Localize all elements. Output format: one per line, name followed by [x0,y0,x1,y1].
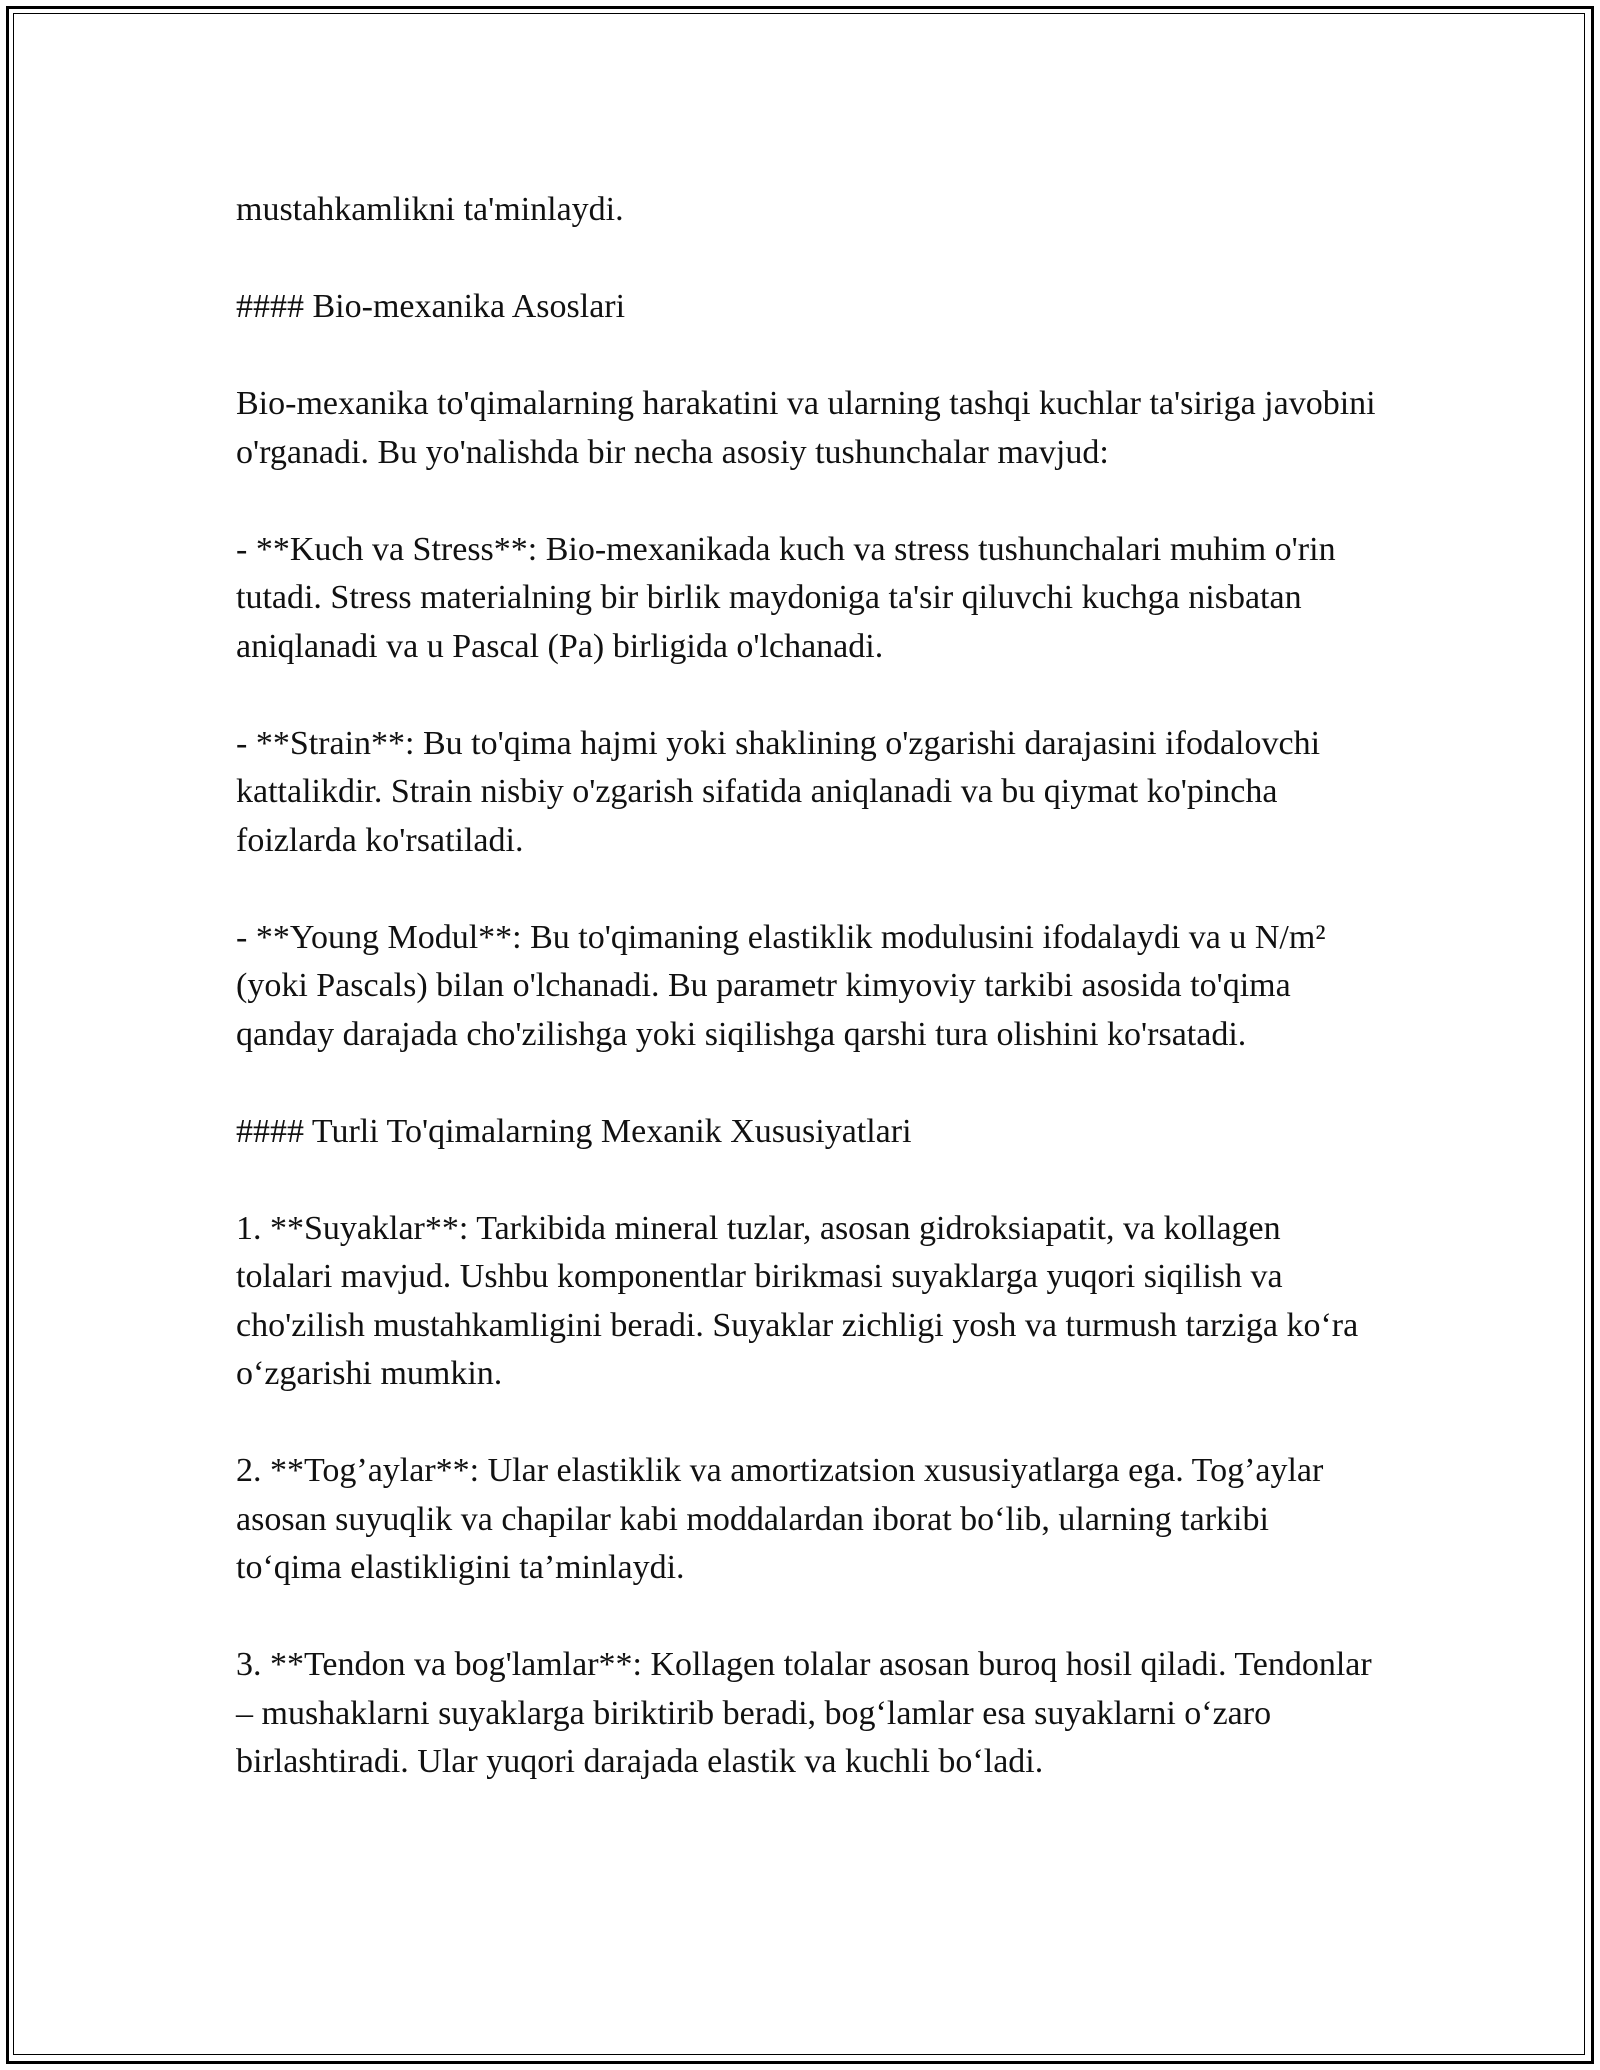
paragraph-intro: Bio-mexanika to'qimalarning harakatini va ularning tashqi kuchlar ta'siriga javobini o'rganadi. Bu yo'nalishda bir necha asosiy tushunchalar mavjud: [236,385,1376,471]
heading-bio-mexanika-asoslari: #### Bio-mexanika Asoslari [236,288,626,325]
numbered-item-togaylar: 2. **Tog’aylar**: Ular elastiklik va amortizatsion xususiyatlarga ega. Tog’aylar asosan suyuqlik va chapilar kabi moddalardan iborat boʻlib, ularning tarkibi toʻqima elastikligini ta’minlaydi. [236,1452,1324,1586]
document-body [236,186,1376,1787]
list-item-strain: - **Strain**: Bu to'qima hajmi yoki shaklining o'zgarishi darajasini ifodalovchi kattalikdir. Strain nisbiy o'zgarish sifatida aniqlanadi va bu qiymat ko'pincha foizlarda ko'rsatiladi. [236,724,1321,859]
paragraph-continuation: mustahkamlikni ta'minlaydi. [236,191,624,228]
list-item-young-modul: - **Young Modul**: Bu to'qimaning elastiklik modulusini ifodalaydi va u N/m² (yoki Pascals) bilan o'lchanadi. Bu parametr kimyoviy tarkibi asosida to'qima qanday darajada cho'zilishga yoki siqilishga qarshi tura olishini ko'rsatadi. [236,918,1326,1053]
list-item-kuch-va-stress: - **Kuch va Stress**: Bio-mexanikada kuch va stress tushunchalari muhim o'rin tutadi. Stress materialning bir birlik maydoniga ta'sir qiluvchi kuchga nisbatan aniqlanadi va u Pascal (Pa) birligida o'lchanadi. [236,530,1336,665]
numbered-item-suyaklar: 1. **Suyaklar**: Tarkibida mineral tuzlar, asosan gidroksiapatit, va kollagen tolalari mavjud. Ushbu komponentlar birikmasi suyaklarga yuqori siqilish va cho'zilish mustahkamligini beradi. Suyaklar zichligi yosh va turmush tarziga koʻra oʻzgarishi mumkin. [236,1209,1359,1392]
heading-mexanik-xususiyatlari: #### Turli To'qimalarning Mexanik Xususiyatlari [236,1112,912,1150]
numbered-item-tendon: 3. **Tendon va bog'lamlar**: Kollagen tolalar asosan buroq hosil qiladi. Tendonlar – mushaklarni suyaklarga biriktirib beradi, bogʻlamlar esa suyaklarni oʻzaro birlashtiradi. Ular yuqori darajada elastik va kuchli boʻladi. [236,1646,1372,1780]
